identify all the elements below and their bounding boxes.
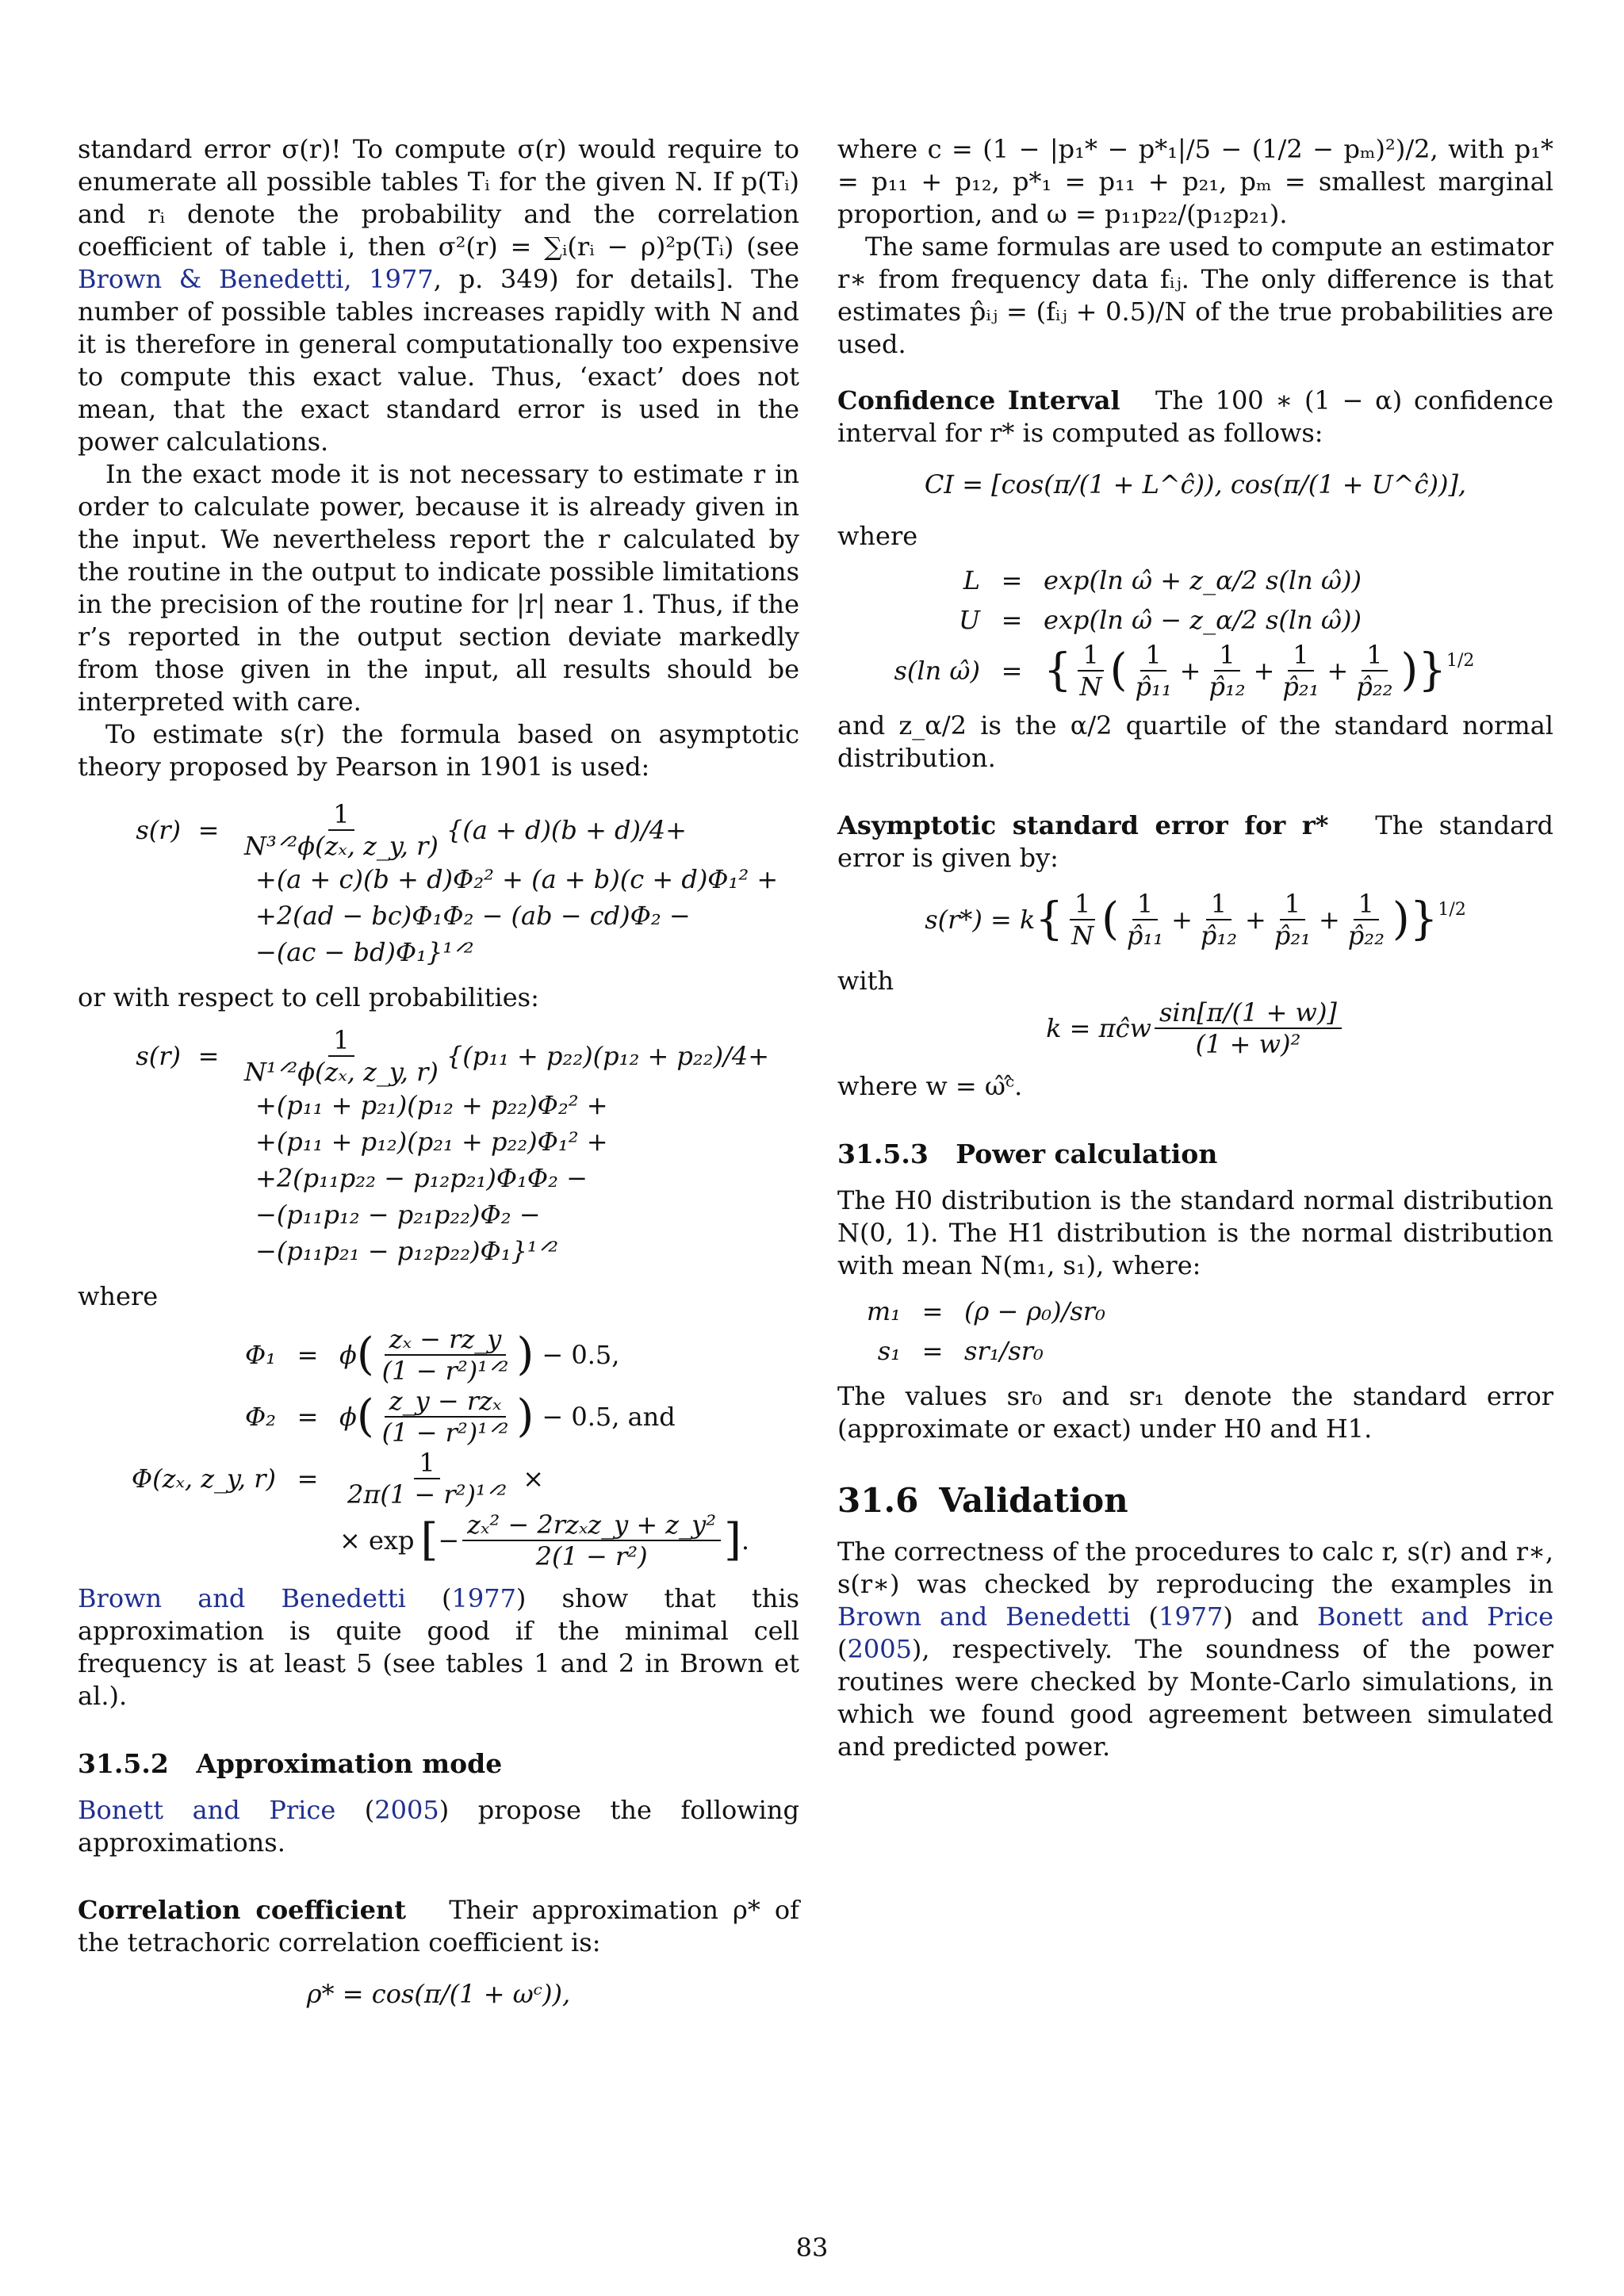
equation-s-r: s(r) = $\frac{1}{\text{N³ᐟ²ϕ(zₓ, z\_y, r)}}$ {(a + d)(b + d)/4+ +(a + c)(b + d)Φ₂² + (a + b)(c + d)Φ₁² + +2(ad − bc)Φ₁Φ₂ − (ab − cd)Φ₂ − −(ac − bd)Φ₁}¹ᐟ² (136, 799, 779, 967)
equation-rho: ρ* = cos(π/(1 + ωᶜ)), (306, 1979, 571, 2009)
paragraph-quartile: and z_α/2 is the α/2 quartile of the standard normal distribution. (837, 710, 1553, 773)
citation-link[interactable]: Brown and Benedetti (837, 1601, 1131, 1632)
equation-s-rstar: s(r*) = k { $\frac{1}{N}$ ( $\frac{1}{\text{p̂₁₁}}$ + $\frac{1}{\text{p̂₁₂}}$ + $\frac{1}{\text{p̂₂₁}}$ + $\frac{1}{\text{p̂₂₂}}$ )} $^{1/2}$ (925, 889, 1466, 951)
where-label: where (837, 521, 918, 551)
section-title-validation: 31.6 Validation (837, 1481, 1128, 1520)
paragraph-cell-prob: or with respect to cell probabilities: (78, 982, 539, 1012)
paragraph-exact-mode: In the exact mode it is not necessary to estimate r in order to calculate power, because it is already given in the input. We nevertheless report the r calculated by the routine in the output to indicate possible limitations in the precision of the routine for |r| near 1. Thus, if the r’s reported in the output section deviate markedly from those given in the input, all results should be interpreted with care. (78, 459, 799, 717)
citation-link[interactable]: Brown & Benedetti, 1977 (78, 264, 434, 294)
equation-l-u: L = exp(ln ω̂ + z_α/2 s(ln ω̂)) U = exp(ln ω̂ − z_α/2 s(ln ω̂)) s(ln ω̂) = { $\frac{1}{N}$ ( $\frac{1}{\text{p̂₁₁}}$ + $\frac{1}{\text{p̂₁₂}}$ + $\frac{1}{\text{p̂₂₁}}$ + $\frac{1}{\text{p̂₂₂}}$ )} $^{1/2}$ (894, 564, 1475, 702)
citation-year-link[interactable]: 1977 (1158, 1601, 1224, 1632)
equation-m1-s1: m₁ = (ρ − ρ₀)/sr₀ s₁ = sr₁/sr₀ (866, 1295, 1105, 1366)
citation-link[interactable]: Brown and Benedetti (78, 1583, 406, 1613)
subsection-title-approximation: 31.5.2 Approximation mode (78, 1748, 503, 1779)
paragraph-sr-values: The values sr₀ and sr₁ denote the standard error (approximate or exact) under H0 and H1. (837, 1381, 1553, 1444)
with-label: with (837, 966, 894, 996)
paragraph-exact-error: standard error σ(r)! To compute σ(r) would require to enumerate all possible tables Tᵢ for the given N. If p(Tᵢ) and rᵢ denote the probability and the correlation coefficient of table i, then σ²(r) = ∑ᵢ(rᵢ − ρ)²p(Tᵢ) (see Brown & Benedetti, 1977, p. 349) for details]. The number of possible tables increases rapidly with N and it is therefore in general computationally too expensive to compute this exact value. Thus, ‘exact’ does not mean, that the exact standard error is used in the power calculations. (78, 134, 800, 457)
subsection-title-power: 31.5.3 Power calculation (837, 1138, 1218, 1169)
paragraph-validation: The correctness of the procedures to calc r, s(r) and r∗, s(r∗) was checked by reproducing the examples in Brown and Benedetti (1977) and Bonett and Price (2005), respectively. The soundness of the power routines were checked by Monte-Carlo simulations, in which we found good agreement between simulated and predicted power. (837, 1536, 1554, 1762)
citation-year-link[interactable]: 2005 (374, 1795, 439, 1825)
equation-ci: CI = [cos(π/(1 + L^ĉ)), cos(π/(1 + U^ĉ))], (924, 469, 1467, 499)
equation-s-r-cells: s(r) = $\frac{1}{\text{N¹ᐟ²ϕ(zₓ, z\_y, r)}}$ {(p₁₁ + p₂₂)(p₁₂ + p₂₂)/4+ +(p₁₁ + p₂₁)(p₁₂ + p₂₂)Φ₂² + +(p₁₁ + p₁₂)(p₂₁ + p₂₂)Φ₁² + +2(p₁₁p₂₂ − p₁₂p₂₁)Φ₁Φ₂ − −(p₁₁p₁₂ − p₂₁p₂₂)Φ₂ − −(p₁₁p₂₁ − p₁₂p₂₂)Φ₁}¹ᐟ² (136, 1025, 769, 1266)
paragraph-bonett: Bonett and Price (2005) propose the following approximations. (78, 1795, 800, 1858)
citation-link[interactable]: Bonett and Price (78, 1795, 336, 1825)
left-column (78, 133, 799, 2030)
where-label: where (78, 1281, 159, 1311)
paragraph-estimator: The same formulas are used to compute an estimator r∗ from frequency data fᵢⱼ. The only difference is that estimates p̂ᵢⱼ = (fᵢⱼ + 0.5)/N of the true probabilities are used. (837, 232, 1553, 359)
right-column (837, 133, 1553, 1763)
equation-k: k = πĉw $\frac{\sin[\pi/(1 + w)]}{\text{(1 + w)²}}$ (837, 997, 1553, 1059)
paragraph-h0: The H0 distribution is the standard normal distribution N(0, 1). The H1 distribution is the normal distribution with mean N(m₁, s₁), where: (837, 1185, 1553, 1280)
paragraph-brown: Brown and Benedetti (1977) show that this approximation is quite good if the minimal cell frequency is at least 5 (see tables 1 and 2 in Brown et al.). (78, 1583, 799, 1711)
paragraph-confidence: Confidence Interval The 100 ∗ (1 − α) confidence interval for r* is computed as follows: (837, 385, 1554, 448)
citation-year-link[interactable]: 1977 (451, 1583, 516, 1613)
page-number: 83 (795, 2233, 829, 2263)
paragraph-asymptotic: To estimate s(r) the formula based on asymptotic theory proposed by Pearson in 1901 is used: (78, 719, 799, 782)
citation-year-link[interactable]: 2005 (847, 1634, 912, 1664)
paragraph-correlation: Correlation coefficient Their approximation ρ* of the tetrachoric correlation coefficient is: (78, 1895, 800, 1957)
paragraph-asymptotic-se: Asymptotic standard error for r* The standard error is given by: (837, 810, 1554, 873)
citation-link[interactable]: Bonett and Price (1316, 1601, 1554, 1632)
paragraph-where-w: where w = ω̂ᶜ̂. (837, 1071, 1023, 1101)
equation-phi: Φ₁ = ϕ ( $\frac{\text{zₓ − rz\_y}}{\text{(1 − r²)¹ᐟ²}}$ ) − 0.5, Φ₂ = ϕ ( $\frac{\text{z\_y − rzₓ}}{\text{(1 − r²)¹ᐟ²}}$ ) − 0.5, and Φ(zₓ, z_y, r) = $\frac{1}{\text{2π(1 − r²)¹ᐟ²}}$ × × exp [ − $\frac{\text{zₓ² − 2rzₓz\_y + z\_y²}}{\text{2(1 − r²)}}$ ] . (131, 1324, 750, 1571)
paragraph-where-c: where c = (1 − |p₁* − p*₁|/5 − (1/2 − pₘ)²)/2, with p₁* = p₁₁ + p₁₂, p*₁ = p₁₁ + p₂₁, pₘ = smallest marginal proportion, and ω = p₁₁p₂₂/(p₁₂p₂₁). (837, 134, 1553, 229)
